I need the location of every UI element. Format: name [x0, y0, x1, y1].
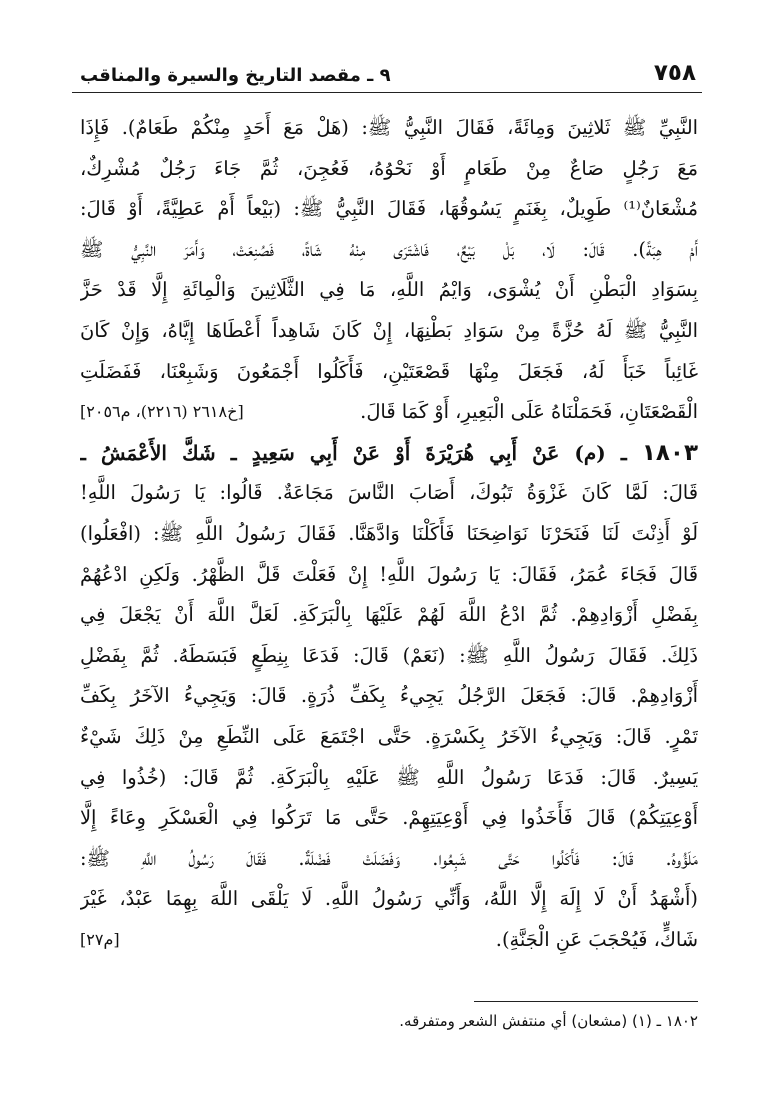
text-line: بِفَضْلِ أَزْوَادِهِمْ. ثُمَّ ادْعُ اللَّهَ لَهُمْ عَلَيْهَا بِالْبَرَكَةِ. لَعَلَّ اللَّهَ أَنْ يَجْعَلَ فِي: [80, 603, 698, 627]
page-header: [80, 46, 696, 86]
text-line-content: الْقَصْعَتَانِ، فَحَمَلْنَاهُ عَلَى الْبَعِيرِ، أَوْ كَمَا قَالَ.: [360, 400, 698, 424]
main-text: [80, 108, 698, 960]
text-line-content: شَاكٍّ، فَيُحْجَبَ عَنِ الْجَنَّةِ).: [495, 927, 698, 951]
text-line: أَوْعِيَتِكُمْ) قَالَ فَأَخَذُوا فِي أَوْعِيَتِهِمْ. حَتَّى مَا تَرَكُوا فِي الْعَسْكَرِ وِعَاءً إِلَّا: [80, 806, 698, 830]
text-line: لَوْ أَذِنْتَ لَنَا فَنَحَرْنَا نَوَاضِحَنَا فَأَكَلْنَا وَادَّهَنَّا. فَقَالَ رَسُولُ اللَّهِ ﷺ: (افْعَلُوا): [80, 521, 698, 545]
text-line: أَزْوَادِهِمْ. قَالَ: فَجَعَلَ الرَّجُلُ يَجِيءُ بِكَفِّ ذُرَةٍ. قَالَ: وَيَجِيءُ الآخَرُ بِكَفِّ: [80, 684, 698, 708]
footnote: ١٨٠٢ ـ (١) (مشعان) أي منتفش الشعر ومتفرقه.: [399, 1012, 698, 1030]
source-reference: [م٢٧]: [80, 929, 120, 949]
source-reference: [خ٢٦١٨ (٢٢١٦)، م٢٠٥٦]: [80, 402, 244, 422]
page-number: ٧٥٨: [653, 60, 696, 86]
hadith-heading-text: ـ (م) عَنْ أَبِي هُرَيْرَةَ أَوْ عَنْ أَبِي سَعِيدٍ ـ شَكَّ الأَعْمَشُ ـ: [80, 440, 627, 465]
text-line: يَسِيرٌ. قَالَ: فَدَعَا رَسُولُ اللَّهِ ﷺ عَلَيْهِ بِالْبَرَكَةِ. ثُمَّ قَالَ: (خُذُوا فِي: [80, 765, 698, 789]
text-line: قَالَ: لَمَّا كَانَ غَزْوَةُ تَبُوكَ، أَصَابَ النَّاسَ مَجَاعَةٌ. قَالُوا: يَا رَسُولَ اللَّهِ!: [80, 481, 698, 505]
text-line: بِسَوَادِ الْبَطْنِ أَنْ يُشْوَى، وَايْمُ اللَّهِ، مَا فِي الثَّلَاثِينَ وَالْمِائَةِ إِلَّا قَدْ حَزَّ: [80, 278, 698, 302]
text-line: ذَلِكَ. فَقَالَ رَسُولُ اللَّهِ ﷺ: (نَعَمْ) قَالَ: فَدَعَا بِنِطَعٍ فَبَسَطَهُ. ثُمَّ بِفَضْلِ: [80, 643, 698, 667]
running-title: ٩ ـ مقصد التاريخ والسيرة والمناقب: [80, 65, 391, 86]
text-line-with-reference: [80, 392, 698, 433]
header-rule: [72, 92, 702, 93]
text-line: تَمْرٍ. قَالَ: وَيَجِيءُ الآخَرُ بِكَسْرَةٍ. حَتَّى اجْتَمَعَ عَلَى النِّطَعِ مِنْ ذَلِكَ شَيْءٌ: [80, 724, 698, 748]
text-line: أَمْ هِبَةً). قَالَ: لَا، بَلْ بَيْعٌ، فَاشْتَرَى مِنْهُ شَاةً، فَصُنِعَتْ، وَأَمَرَ النَّبِيُّ ﷺ: [80, 237, 698, 261]
text-line: قَالَ فَجَاءَ عُمَرُ، فَقَالَ: يَا رَسُولَ اللَّهِ! إِنْ فَعَلْتَ قَلَّ الظَّهْرُ. وَلَكِنِ ادْعُهُمْ: [80, 562, 698, 586]
text-line: مَلَؤُوهُ. قَالَ: فَأَكَلُوا حَتَّى شَبِعُوا. وَفَضَلَتْ فَضْلَةٌ. فَقَالَ رَسُولُ اللَّهِ ﷺ:: [80, 846, 698, 870]
text-line-with-reference: [80, 920, 698, 961]
hadith-heading: [80, 433, 698, 474]
text-line: (أَشْهَدُ أَنْ لَا إِلَهَ إِلَّا اللَّهُ، وَأَنِّي رَسُولُ اللَّهِ. لَا يَلْقَى اللَّهَ بِهِمَا عَبْدٌ، غَيْرَ: [80, 887, 698, 911]
hadith-number: ١٨٠٣: [641, 439, 698, 466]
text-line: النَّبِيِّ ﷺ ثَلاثِينَ وَمِائَةً، فَقَالَ النَّبِيُّ ﷺ: (هَلْ مَعَ أَحَدٍ مِنْكُمْ طَعَامٌ). فَإِذَا: [80, 116, 698, 139]
text-line: مَعَ رَجُلٍ صَاعٌ مِنْ طَعَامٍ أَوْ نَحْوُهُ، فَعُجِنَ، ثُمَّ جَاءَ رَجُلٌ مُشْرِكٌ،: [80, 156, 698, 180]
text-line: غَائِباً خَبَأَ لَهُ، فَجَعَلَ مِنْهَا قَصْعَتَيْنِ، فَأَكَلُوا أَجْمَعُونَ وَشَبِعْنَا، فَفَضَلَتِ: [80, 359, 698, 383]
text-line: مُشْعَانٌ⁽¹⁾ طَوِيلٌ، بِغَنَمٍ يَسُوقُهَا، فَقَالَ النَّبِيُّ ﷺ: (بَيْعاً أَمْ عَطِيَّةً، أَوْ قَالَ:: [80, 197, 698, 221]
footnote-separator: [474, 1001, 698, 1002]
text-line: النَّبِيُّ ﷺ لَهُ حُزَّةً مِنْ سَوَادِ بَطْنِهَا، إِنْ كَانَ شَاهِداً أَعْطَاهَا إِيَّاهُ، وَإِنْ كَانَ: [80, 318, 698, 342]
